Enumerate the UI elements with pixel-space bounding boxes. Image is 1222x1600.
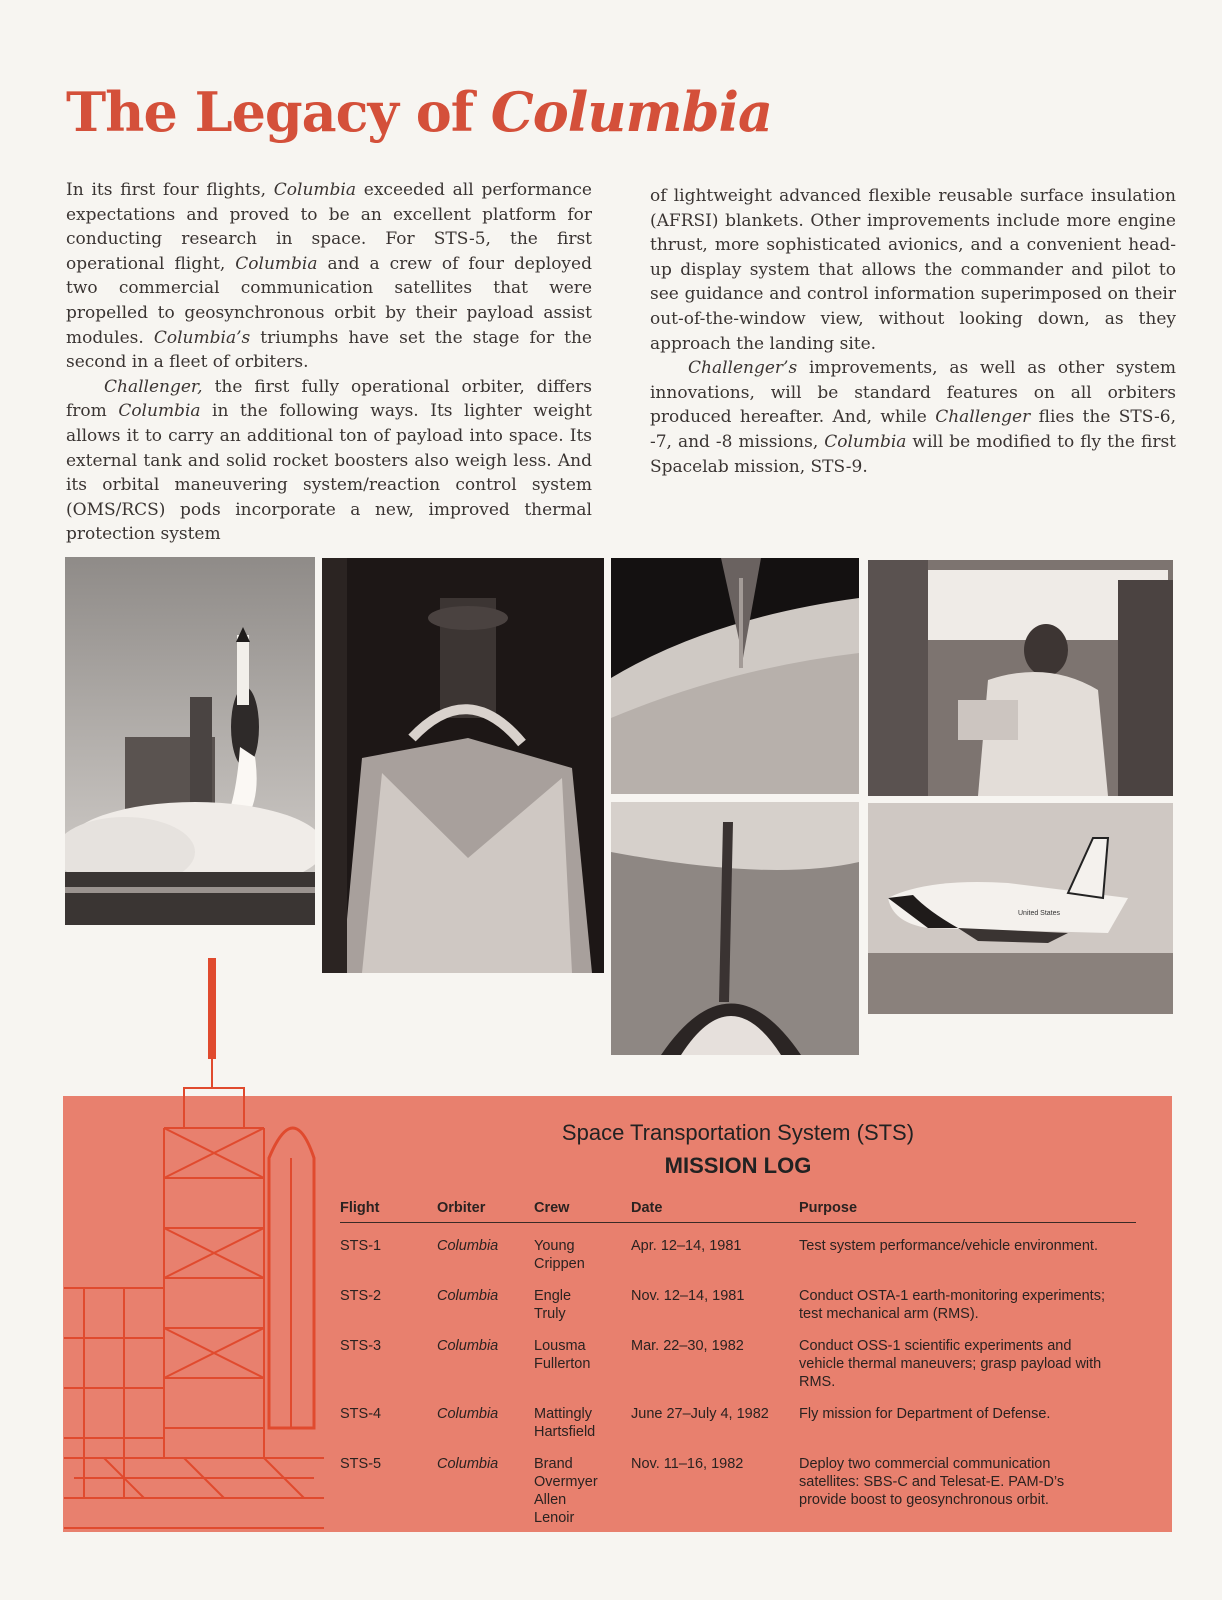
photo-astronaut — [868, 560, 1173, 796]
photo-landing — [868, 803, 1173, 1014]
cell-orbiter: Columbia — [437, 1406, 499, 1422]
purpose-line: Deploy two commercial communication — [799, 1456, 1051, 1472]
crew-member: Crippen — [534, 1256, 585, 1272]
mission-log-subtitle: MISSION LOG — [664, 1153, 812, 1178]
crew-member: Engle — [534, 1288, 572, 1304]
crew-member: Fullerton — [534, 1356, 591, 1372]
table-row — [340, 1323, 1136, 1391]
table-row — [340, 1441, 1136, 1527]
cell-orbiter: Columbia — [437, 1238, 499, 1254]
cell-date: Mar. 22–30, 1982 — [631, 1338, 744, 1354]
purpose-line: RMS. — [799, 1374, 836, 1390]
mission-log-table — [340, 1200, 1136, 1527]
paragraph — [650, 184, 1176, 356]
purpose-line: vehicle thermal maneuvers; grasp payload with — [799, 1356, 1102, 1372]
paragraph-text: Columbia’s — [153, 327, 251, 348]
launch-tower-illustration — [64, 958, 324, 1536]
purpose-line: Conduct OSTA-1 earth-monitoring experiments; — [799, 1288, 1105, 1304]
cell-crew — [534, 1223, 631, 1274]
cell-crew — [534, 1441, 631, 1527]
cell-purpose — [799, 1441, 1136, 1527]
mission-log-header-row — [340, 1200, 1136, 1223]
paragraph-text: and a crew of four deployed two commercial communication satellites that were propelled to geosynchronous orbit by their payload assist modules. — [66, 253, 592, 348]
crew-member: Hartsfield — [534, 1424, 596, 1440]
column-header-purpose: Purpose — [799, 1200, 1136, 1223]
photo-payload-bay — [322, 558, 604, 973]
cell-date: June 27–July 4, 1982 — [631, 1406, 769, 1422]
cell-crew — [534, 1323, 631, 1391]
crew-member: Truly — [534, 1306, 566, 1322]
purpose-line: satellites: SBS-C and Telesat-E. PAM-D’s — [799, 1474, 1065, 1490]
cell-flight: STS-1 — [340, 1238, 382, 1254]
photo-launch — [65, 557, 315, 925]
paragraph-text: Challenger’s — [688, 358, 798, 379]
crew-member: Lousma — [534, 1338, 586, 1354]
cell-date: Apr. 12–14, 1981 — [631, 1238, 742, 1254]
cell-crew — [534, 1273, 631, 1323]
paragraph-text: Challenger — [935, 407, 1031, 428]
paragraph — [66, 178, 592, 375]
paragraph-text: in the following ways. Its lighter weight allows it to carry an additional ton of payload into space. Its external tank and solid rocket boosters also weigh less. And its orbital maneuvering system/reaction control system (OMS/RCS) pods incorporate a new, improved thermal protection system — [66, 401, 592, 545]
paragraph-text: triumphs have set the stage for the second in a fleet of orbiters. — [66, 327, 592, 373]
title-plain: The Legacy of — [66, 80, 491, 144]
cell-purpose — [799, 1323, 1136, 1391]
paragraph-text: Challenger, — [104, 376, 203, 397]
paragraph-text: Columbia — [235, 253, 318, 274]
column-header-date: Date — [631, 1200, 799, 1223]
paragraph-text: exceeded all performance expectations and proved to be an excellent platform for conducting research in space. For STS-5, the first operational flight, — [66, 180, 592, 274]
purpose-line: Fly mission for Department of Defense. — [799, 1406, 1051, 1422]
column-header-crew: Crew — [534, 1200, 631, 1223]
purpose-line: Conduct OSS-1 scientific experiments and — [799, 1338, 1072, 1354]
cell-date: Nov. 11–16, 1982 — [631, 1456, 744, 1472]
table-row — [340, 1273, 1136, 1323]
table-row — [340, 1223, 1136, 1274]
cell-orbiter: Columbia — [437, 1338, 499, 1354]
purpose-line: test mechanical arm (RMS). — [799, 1306, 979, 1322]
crew-member: Mattingly — [534, 1406, 593, 1422]
cell-flight: STS-4 — [340, 1406, 382, 1422]
purpose-line: provide boost to geosynchronous orbit. — [799, 1492, 1049, 1508]
crew-member: Lenoir — [534, 1510, 575, 1526]
body-column-right — [650, 184, 1176, 479]
crew-member: Brand — [534, 1456, 573, 1472]
crew-member: Young — [534, 1238, 575, 1254]
paragraph-text: Columbia — [273, 180, 356, 200]
purpose-line: Test system performance/vehicle environment. — [799, 1238, 1098, 1254]
page-title — [66, 80, 772, 144]
crew-member: Overmyer — [534, 1474, 598, 1490]
cell-purpose — [799, 1273, 1136, 1323]
cell-purpose — [799, 1391, 1136, 1441]
cell-orbiter: Columbia — [437, 1456, 499, 1472]
paragraph-text: of lightweight advanced flexible reusable surface insulation (AFRSI) blankets. Other improvements include more engine thrust, more sophisticated avionics, and a convenient head-up display system that allows the commander and pilot to see guidance and control information superimposed on their out-of-the-window view, without looking down, as they approach the landing site. — [650, 186, 1176, 354]
cell-flight: STS-3 — [340, 1338, 382, 1354]
paragraph-text: will be modified to fly the first Spacelab mission, STS-9. — [650, 431, 1176, 477]
cell-date: Nov. 12–14, 1981 — [631, 1288, 745, 1304]
column-header-orbiter: Orbiter — [437, 1200, 534, 1223]
paragraph-text: Columbia — [118, 401, 201, 422]
title-italic: Columbia — [490, 80, 772, 144]
paragraph-text: improvements, as well as other system innovations, will be standard features on all orbiters produced hereafter. And, while — [650, 358, 1176, 428]
mission-log-title: Space Transportation System (STS) — [561, 1120, 915, 1145]
cell-flight: STS-5 — [340, 1456, 382, 1472]
paragraph — [650, 356, 1176, 479]
photo-robot-arm — [611, 802, 859, 1055]
orbiter-marking: United States — [1018, 910, 1061, 917]
paragraph-text: Columbia — [824, 431, 907, 452]
cell-orbiter: Columbia — [437, 1288, 499, 1304]
paragraph-text: In its first four flights, — [66, 180, 274, 200]
table-row — [340, 1391, 1136, 1441]
paragraph — [66, 375, 592, 547]
cell-flight: STS-2 — [340, 1288, 382, 1304]
column-header-flight: Flight — [340, 1200, 437, 1223]
body-column-left — [66, 178, 592, 547]
paragraph-text: the first fully operational orbiter, differs from — [66, 376, 592, 422]
cell-purpose — [799, 1223, 1136, 1274]
paragraph-text: flies the STS-6, -7, and -8 missions, — [650, 407, 1176, 452]
cell-crew — [534, 1391, 631, 1441]
photo-earth-tail — [611, 558, 859, 794]
crew-member: Allen — [534, 1492, 567, 1508]
